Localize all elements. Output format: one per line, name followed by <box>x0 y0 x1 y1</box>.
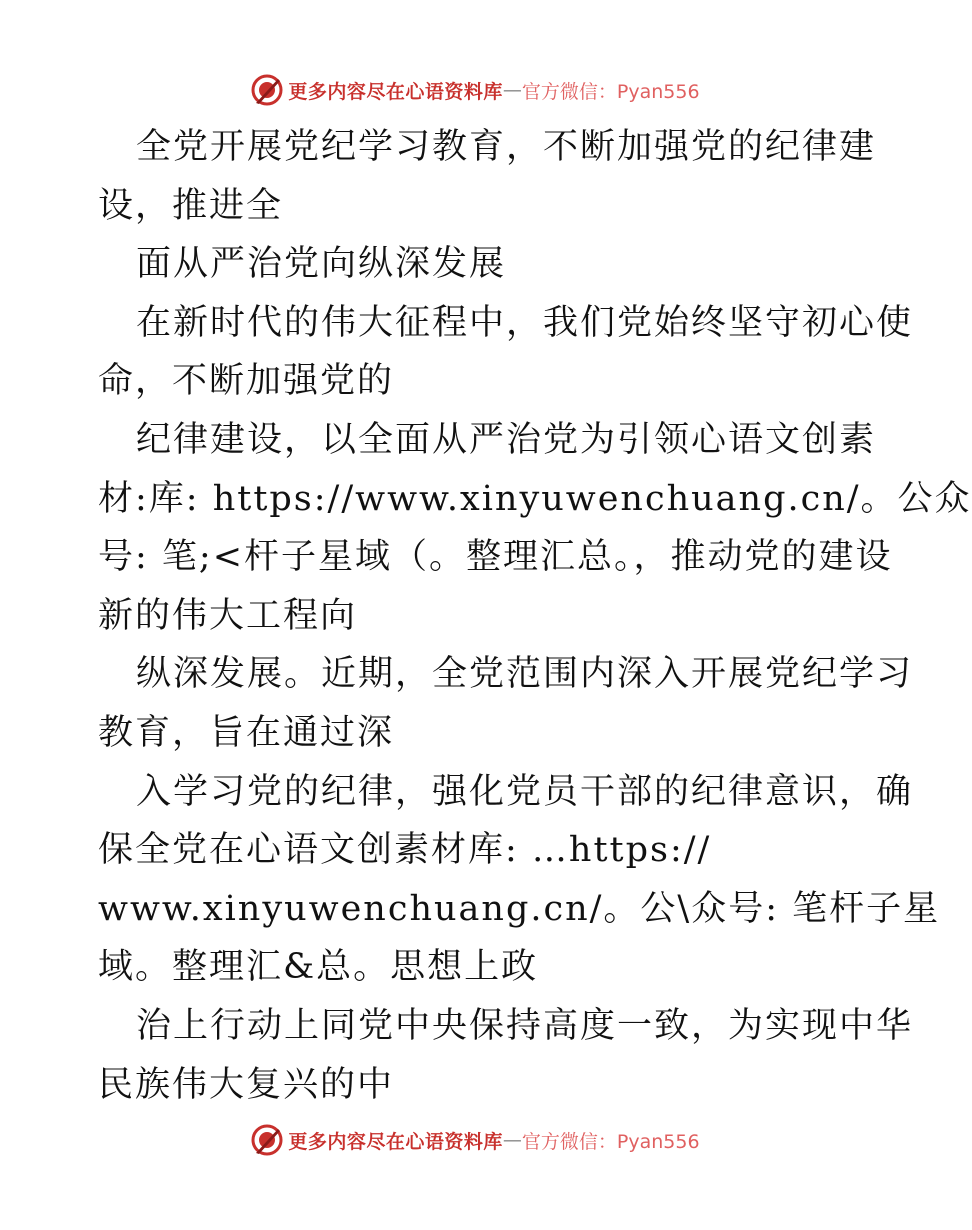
text-line: 全党开展党纪学习教育，不断加强党的纪律建 <box>136 127 877 167</box>
text-line: 教育，旨在通过深 <box>98 712 395 753</box>
watermark-brand: 更多内容尽在心语资料库 <box>288 80 503 103</box>
text-line: www.xinyuwenchuang.cn/。公\众号: 笔杆子星 <box>98 888 941 929</box>
text-line: 命，不断加强党的 <box>98 361 395 402</box>
document-body <box>98 118 972 1114</box>
quill-seal-icon <box>250 73 284 107</box>
watermark-brand: 更多内容尽在心语资料库 <box>288 1130 503 1153</box>
text-line: 面从严治党向纵深发展 <box>136 244 507 285</box>
watermark-contact: 官方微信：Pyan556 <box>521 1130 700 1153</box>
header-watermark <box>0 70 950 110</box>
footer-watermark <box>0 1120 950 1160</box>
text-line: 号: 笔;<杆子星域（。整理汇总。，推动党的建设 <box>98 537 893 578</box>
text-line: 域。整理汇&总。思想上政 <box>98 947 539 988</box>
text-line: 设，推进全 <box>98 185 284 226</box>
text-line: 在新时代的伟大征程中，我们党始终坚守初心使 <box>136 302 914 343</box>
text-line: 新的伟大工程向 <box>98 595 358 636</box>
watermark-separator: — <box>502 1129 522 1151</box>
text-line: 纵深发展。近期，全党范围内深入开展党纪学习 <box>136 654 914 695</box>
text-line: 治上行动上同党中央保持高度一致，为实现中华 <box>136 1005 914 1046</box>
text-line: 民族伟大复兴的中 <box>98 1064 395 1105</box>
text-line: 保全党在心语文创素材库: …https:// <box>98 830 712 871</box>
text-line: 入学习党的纪律，强化党员干部的纪律意识，确 <box>136 771 914 812</box>
watermark-separator: — <box>502 79 522 101</box>
watermark-contact: 官方微信：Pyan556 <box>521 80 700 103</box>
text-line: 纪律建设，以全面从严治党为引领心语文创素 <box>136 419 877 460</box>
quill-seal-icon <box>250 1123 284 1157</box>
text-line: 材:库: https://www.xinyuwenchuang.cn/。公众 <box>98 478 972 519</box>
